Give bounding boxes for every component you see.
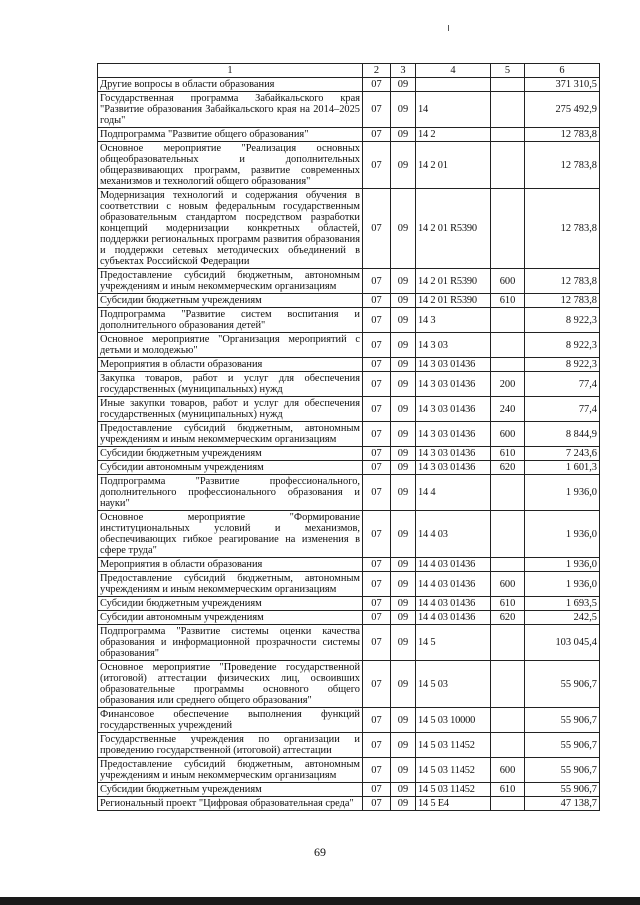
- budget-table-sheet: [97, 63, 599, 811]
- row-amount: 47 138,7: [525, 797, 600, 811]
- row-target-code: 14 3 03 01436: [416, 461, 491, 475]
- table-row: [98, 572, 600, 597]
- row-target-code: 14 4 03: [416, 511, 491, 558]
- table-row: [98, 447, 600, 461]
- row-subsection: 09: [391, 758, 416, 783]
- row-target-code: 14 3 03 01436: [416, 397, 491, 422]
- row-name: Субсидии бюджетным учреждениям: [98, 783, 363, 797]
- row-section: 07: [363, 611, 391, 625]
- header-col-5: 5: [491, 64, 525, 78]
- row-section: 07: [363, 783, 391, 797]
- budget-table: [97, 63, 600, 811]
- table-row: [98, 597, 600, 611]
- table-row: [98, 333, 600, 358]
- row-amount: 77,4: [525, 372, 600, 397]
- row-target-code: 14 4 03 01436: [416, 572, 491, 597]
- row-expense-type: [491, 142, 525, 189]
- row-amount: 8 922,3: [525, 308, 600, 333]
- row-subsection: 09: [391, 783, 416, 797]
- row-name: Основное мероприятие "Формирование институциональных условий и механизмов, обеспечивающих гибкое реагирование на изменения в сфере труда": [98, 511, 363, 558]
- row-target-code: 14 4 03 01436: [416, 597, 491, 611]
- row-amount: 7 243,6: [525, 447, 600, 461]
- row-name: Мероприятия в области образования: [98, 358, 363, 372]
- row-expense-type: [491, 733, 525, 758]
- row-amount: 1 936,0: [525, 475, 600, 511]
- row-expense-type: [491, 308, 525, 333]
- row-subsection: 09: [391, 294, 416, 308]
- row-section: 07: [363, 733, 391, 758]
- row-target-code: 14 2 01: [416, 142, 491, 189]
- table-row: [98, 358, 600, 372]
- header-col-4: 4: [416, 64, 491, 78]
- scan-mark: [448, 25, 449, 31]
- row-name: Подпрограмма "Развитие систем воспитания и дополнительного образования детей": [98, 308, 363, 333]
- row-name: Субсидии бюджетным учреждениям: [98, 447, 363, 461]
- row-expense-type: [491, 189, 525, 269]
- row-subsection: 09: [391, 447, 416, 461]
- row-expense-type: 610: [491, 294, 525, 308]
- row-target-code: 14 5 03 10000: [416, 708, 491, 733]
- row-amount: 12 783,8: [525, 142, 600, 189]
- table-row: [98, 461, 600, 475]
- row-name: Предоставление субсидий бюджетным, автономным учреждениям и иным некоммерческим организациям: [98, 758, 363, 783]
- row-section: 07: [363, 475, 391, 511]
- row-expense-type: 240: [491, 397, 525, 422]
- row-subsection: 09: [391, 333, 416, 358]
- table-row: [98, 92, 600, 128]
- table-row: [98, 797, 600, 811]
- row-section: 07: [363, 511, 391, 558]
- row-amount: 1 693,5: [525, 597, 600, 611]
- row-amount: 1 936,0: [525, 511, 600, 558]
- table-row: [98, 308, 600, 333]
- row-subsection: 09: [391, 661, 416, 708]
- row-subsection: 09: [391, 797, 416, 811]
- row-target-code: 14 3: [416, 308, 491, 333]
- row-target-code: 14 2 01 R5390: [416, 294, 491, 308]
- row-amount: 8 922,3: [525, 358, 600, 372]
- row-expense-type: 600: [491, 269, 525, 294]
- row-name: Подпрограмма "Развитие профессионального, дополнительного профессионального образования и науки": [98, 475, 363, 511]
- row-section: 07: [363, 422, 391, 447]
- row-amount: 8 922,3: [525, 333, 600, 358]
- row-subsection: 09: [391, 142, 416, 189]
- row-section: 07: [363, 758, 391, 783]
- table-row: [98, 511, 600, 558]
- row-section: 07: [363, 572, 391, 597]
- row-name: Основное мероприятие "Проведение государственной (итоговой) аттестации физических лиц, освоивших образовательные программы основного общего образования или среднего общего образования": [98, 661, 363, 708]
- row-subsection: 09: [391, 189, 416, 269]
- row-target-code: [416, 78, 491, 92]
- row-subsection: 09: [391, 611, 416, 625]
- row-name: Предоставление субсидий бюджетным, автономным учреждениям и иным некоммерческим организациям: [98, 422, 363, 447]
- row-amount: 55 906,7: [525, 783, 600, 797]
- row-target-code: 14 3 03 01436: [416, 422, 491, 447]
- row-target-code: 14 4 03 01436: [416, 611, 491, 625]
- row-name: Закупка товаров, работ и услуг для обеспечения государственных (муниципальных) нужд: [98, 372, 363, 397]
- row-expense-type: [491, 358, 525, 372]
- row-target-code: 14 5: [416, 625, 491, 661]
- row-subsection: 09: [391, 308, 416, 333]
- row-subsection: 09: [391, 733, 416, 758]
- row-subsection: 09: [391, 422, 416, 447]
- row-section: 07: [363, 625, 391, 661]
- row-subsection: 09: [391, 397, 416, 422]
- row-target-code: 14 2 01 R5390: [416, 269, 491, 294]
- table-row: [98, 783, 600, 797]
- row-section: 07: [363, 294, 391, 308]
- row-expense-type: 200: [491, 372, 525, 397]
- header-col-1: 1: [98, 64, 363, 78]
- row-subsection: 09: [391, 572, 416, 597]
- row-expense-type: [491, 625, 525, 661]
- row-subsection: 09: [391, 475, 416, 511]
- row-name: Государственная программа Забайкальского края "Развитие образования Забайкальского края на 2014–2025 годы": [98, 92, 363, 128]
- row-subsection: 09: [391, 269, 416, 294]
- row-name: Иные закупки товаров, работ и услуг для обеспечения государственных (муниципальных) нужд: [98, 397, 363, 422]
- row-target-code: 14 4 03 01436: [416, 558, 491, 572]
- row-expense-type: [491, 708, 525, 733]
- row-section: 07: [363, 372, 391, 397]
- row-expense-type: [491, 661, 525, 708]
- row-section: 07: [363, 447, 391, 461]
- row-name: Субсидии автономным учреждениям: [98, 611, 363, 625]
- row-amount: 55 906,7: [525, 758, 600, 783]
- row-name: Региональный проект "Цифровая образовательная среда": [98, 797, 363, 811]
- row-subsection: 09: [391, 92, 416, 128]
- row-section: 07: [363, 128, 391, 142]
- row-section: 07: [363, 797, 391, 811]
- row-section: 07: [363, 269, 391, 294]
- table-row: [98, 733, 600, 758]
- row-expense-type: [491, 92, 525, 128]
- table-row: [98, 708, 600, 733]
- row-target-code: 14 4: [416, 475, 491, 511]
- page-number: 69: [314, 845, 326, 859]
- table-row: [98, 189, 600, 269]
- row-name: Предоставление субсидий бюджетным, автономным учреждениям и иным некоммерческим организациям: [98, 269, 363, 294]
- row-section: 07: [363, 92, 391, 128]
- row-section: 07: [363, 78, 391, 92]
- row-name: Основное мероприятие "Реализация основных общеобразовательных и дополнительных общеразвивающих программ, развитие современных механизмов и технологий общего образования": [98, 142, 363, 189]
- row-name: Модернизация технологий и содержания обучения в соответствии с новым федеральным государственным образовательным стандартом посредством разработки концепций модернизации конкретных областей, поддержки региональных программ развития образования и поддержки сетевых методических объединений в субъектах Российской Федерации: [98, 189, 363, 269]
- row-expense-type: 600: [491, 572, 525, 597]
- row-target-code: 14 3 03 01436: [416, 372, 491, 397]
- row-subsection: 09: [391, 625, 416, 661]
- table-row: [98, 269, 600, 294]
- header-col-3: 3: [391, 64, 416, 78]
- row-name: Подпрограмма "Развитие общего образования": [98, 128, 363, 142]
- table-row: [98, 372, 600, 397]
- row-amount: 77,4: [525, 397, 600, 422]
- row-subsection: 09: [391, 372, 416, 397]
- row-section: 07: [363, 142, 391, 189]
- row-subsection: 09: [391, 511, 416, 558]
- table-row: [98, 558, 600, 572]
- row-expense-type: [491, 78, 525, 92]
- row-name: Финансовое обеспечение выполнения функций государственных учреждений: [98, 708, 363, 733]
- table-row: [98, 294, 600, 308]
- row-amount: 371 310,5: [525, 78, 600, 92]
- row-section: 07: [363, 308, 391, 333]
- row-expense-type: 620: [491, 461, 525, 475]
- row-section: 07: [363, 397, 391, 422]
- row-expense-type: [491, 511, 525, 558]
- row-subsection: 09: [391, 597, 416, 611]
- scan-bottom-edge: [0, 897, 640, 905]
- table-row: [98, 78, 600, 92]
- table-row: [98, 397, 600, 422]
- row-expense-type: [491, 475, 525, 511]
- row-amount: 8 844,9: [525, 422, 600, 447]
- row-section: 07: [363, 661, 391, 708]
- row-target-code: 14 3 03 01436: [416, 447, 491, 461]
- header-col-6: 6: [525, 64, 600, 78]
- row-section: 07: [363, 558, 391, 572]
- row-expense-type: 600: [491, 422, 525, 447]
- row-section: 07: [363, 461, 391, 475]
- row-subsection: 09: [391, 128, 416, 142]
- row-amount: 275 492,9: [525, 92, 600, 128]
- row-expense-type: [491, 558, 525, 572]
- table-row: [98, 475, 600, 511]
- row-expense-type: [491, 128, 525, 142]
- row-amount: 12 783,8: [525, 269, 600, 294]
- table-row: [98, 758, 600, 783]
- row-name: Подпрограмма "Развитие системы оценки качества образования и информационной прозрачности системы образования": [98, 625, 363, 661]
- table-row: [98, 142, 600, 189]
- row-target-code: 14 5 E4: [416, 797, 491, 811]
- row-expense-type: [491, 333, 525, 358]
- row-amount: 55 906,7: [525, 708, 600, 733]
- row-subsection: 09: [391, 461, 416, 475]
- row-target-code: 14 5 03 11452: [416, 783, 491, 797]
- row-subsection: 09: [391, 358, 416, 372]
- row-section: 07: [363, 358, 391, 372]
- row-expense-type: 610: [491, 447, 525, 461]
- row-amount: 55 906,7: [525, 733, 600, 758]
- row-amount: 1 601,3: [525, 461, 600, 475]
- row-subsection: 09: [391, 558, 416, 572]
- row-name: Государственные учреждения по организации и проведению государственной (итоговой) аттестации: [98, 733, 363, 758]
- row-section: 07: [363, 708, 391, 733]
- row-section: 07: [363, 189, 391, 269]
- row-name: Субсидии бюджетным учреждениям: [98, 294, 363, 308]
- table-row: [98, 611, 600, 625]
- header-col-2: 2: [363, 64, 391, 78]
- row-amount: 12 783,8: [525, 128, 600, 142]
- row-name: Субсидии автономным учреждениям: [98, 461, 363, 475]
- row-target-code: 14 3 03: [416, 333, 491, 358]
- row-amount: 55 906,7: [525, 661, 600, 708]
- row-expense-type: 600: [491, 758, 525, 783]
- row-subsection: 09: [391, 78, 416, 92]
- row-amount: 242,5: [525, 611, 600, 625]
- row-name: Другие вопросы в области образования: [98, 78, 363, 92]
- row-section: 07: [363, 333, 391, 358]
- row-name: Субсидии бюджетным учреждениям: [98, 597, 363, 611]
- row-target-code: 14 5 03 11452: [416, 733, 491, 758]
- table-row: [98, 661, 600, 708]
- table-row: [98, 422, 600, 447]
- row-target-code: 14 5 03: [416, 661, 491, 708]
- row-amount: 12 783,8: [525, 189, 600, 269]
- row-amount: 1 936,0: [525, 572, 600, 597]
- row-target-code: 14 2 01 R5390: [416, 189, 491, 269]
- row-amount: 1 936,0: [525, 558, 600, 572]
- row-target-code: 14: [416, 92, 491, 128]
- row-expense-type: 610: [491, 783, 525, 797]
- row-name: Основное мероприятие "Организация мероприятий с детьми и молодежью": [98, 333, 363, 358]
- row-expense-type: 620: [491, 611, 525, 625]
- row-subsection: 09: [391, 708, 416, 733]
- table-row: [98, 625, 600, 661]
- row-amount: 103 045,4: [525, 625, 600, 661]
- row-name: Предоставление субсидий бюджетным, автономным учреждениям и иным некоммерческим организациям: [98, 572, 363, 597]
- header-row: [98, 64, 600, 78]
- row-amount: 12 783,8: [525, 294, 600, 308]
- row-expense-type: [491, 797, 525, 811]
- row-section: 07: [363, 597, 391, 611]
- row-expense-type: 610: [491, 597, 525, 611]
- row-target-code: 14 3 03 01436: [416, 358, 491, 372]
- table-body: [98, 78, 600, 811]
- table-row: [98, 128, 600, 142]
- row-target-code: 14 2: [416, 128, 491, 142]
- row-target-code: 14 5 03 11452: [416, 758, 491, 783]
- row-name: Мероприятия в области образования: [98, 558, 363, 572]
